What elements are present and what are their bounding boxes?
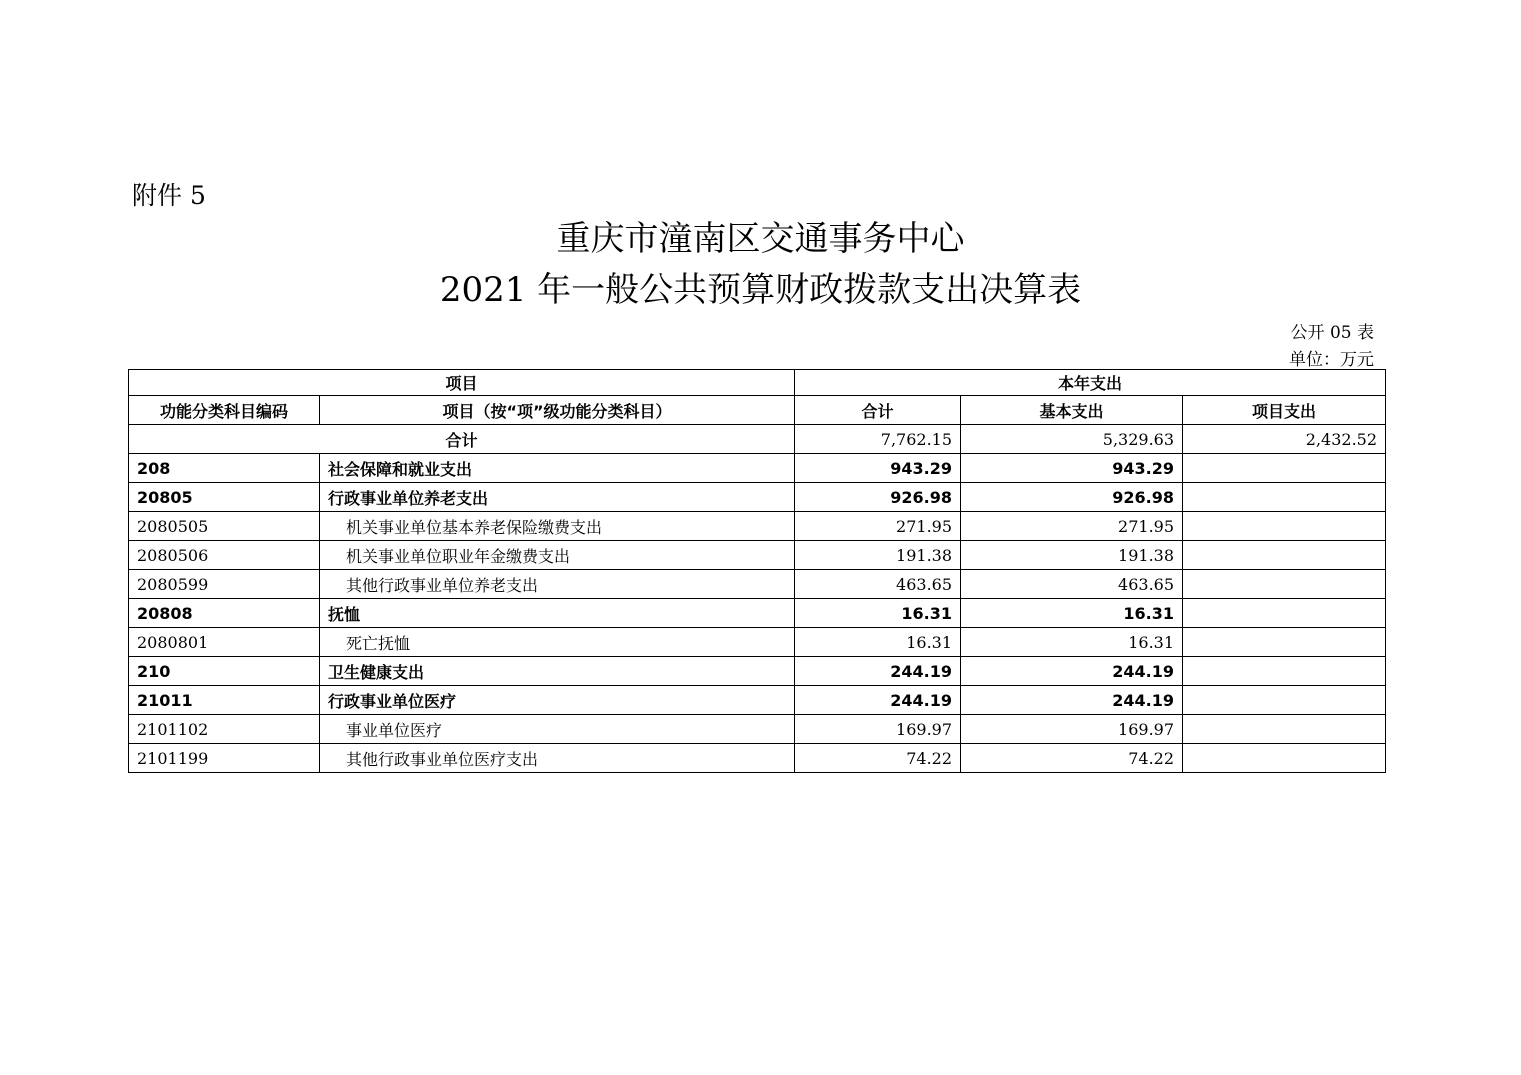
table-row bbox=[129, 599, 1386, 628]
row-basic: 244.19 bbox=[961, 686, 1183, 715]
row-item-name: 行政事业单位医疗 bbox=[320, 686, 795, 715]
table-row bbox=[129, 715, 1386, 744]
row-project bbox=[1183, 483, 1386, 512]
total-basic: 5,329.63 bbox=[961, 425, 1183, 454]
row-total: 463.65 bbox=[795, 570, 961, 599]
row-code: 2080801 bbox=[129, 628, 320, 657]
row-total: 926.98 bbox=[795, 483, 961, 512]
table-row bbox=[129, 454, 1386, 483]
row-code: 20808 bbox=[129, 599, 320, 628]
table-row bbox=[129, 483, 1386, 512]
row-total: 191.38 bbox=[795, 541, 961, 570]
row-total: 244.19 bbox=[795, 686, 961, 715]
row-basic: 271.95 bbox=[961, 512, 1183, 541]
row-total: 244.19 bbox=[795, 657, 961, 686]
row-item-name: 事业单位医疗 bbox=[320, 715, 795, 744]
row-code: 210 bbox=[129, 657, 320, 686]
total-label: 合计 bbox=[129, 425, 795, 454]
row-item-name: 卫生健康支出 bbox=[320, 657, 795, 686]
unit-label: 单位：万元 bbox=[1289, 350, 1374, 370]
row-code: 2101102 bbox=[129, 715, 320, 744]
table-row bbox=[129, 541, 1386, 570]
total-project: 2,432.52 bbox=[1183, 425, 1386, 454]
header-code: 功能分类科目编码 bbox=[129, 396, 320, 425]
row-basic: 191.38 bbox=[961, 541, 1183, 570]
row-basic: 169.97 bbox=[961, 715, 1183, 744]
row-code: 2080506 bbox=[129, 541, 320, 570]
row-code: 208 bbox=[129, 454, 320, 483]
row-total: 16.31 bbox=[795, 628, 961, 657]
row-basic: 463.65 bbox=[961, 570, 1183, 599]
table-number: 公开 05 表 bbox=[1290, 323, 1374, 343]
row-project bbox=[1183, 628, 1386, 657]
header-project-expense: 项目支出 bbox=[1183, 396, 1386, 425]
table-row bbox=[129, 570, 1386, 599]
total-row bbox=[129, 425, 1386, 454]
row-basic: 926.98 bbox=[961, 483, 1183, 512]
row-item-name: 死亡抚恤 bbox=[320, 628, 795, 657]
row-code: 20805 bbox=[129, 483, 320, 512]
table-row bbox=[129, 657, 1386, 686]
row-project bbox=[1183, 541, 1386, 570]
row-item-name: 机关事业单位职业年金缴费支出 bbox=[320, 541, 795, 570]
row-code: 2101199 bbox=[129, 744, 320, 773]
row-item-name: 抚恤 bbox=[320, 599, 795, 628]
row-project bbox=[1183, 686, 1386, 715]
header-project: 项目 bbox=[129, 370, 795, 396]
attachment-label: 附件 5 bbox=[132, 181, 206, 210]
row-code: 2080505 bbox=[129, 512, 320, 541]
row-item-name: 机关事业单位基本养老保险缴费支出 bbox=[320, 512, 795, 541]
row-total: 943.29 bbox=[795, 454, 961, 483]
row-project bbox=[1183, 599, 1386, 628]
total-amount: 7,762.15 bbox=[795, 425, 961, 454]
row-basic: 244.19 bbox=[961, 657, 1183, 686]
row-item-name: 社会保障和就业支出 bbox=[320, 454, 795, 483]
header-item: 项目（按“项”级功能分类科目） bbox=[320, 396, 795, 425]
row-basic: 16.31 bbox=[961, 628, 1183, 657]
row-project bbox=[1183, 744, 1386, 773]
page-title: 重庆市潼南区交通事务中心 bbox=[556, 219, 965, 259]
row-total: 74.22 bbox=[795, 744, 961, 773]
row-project bbox=[1183, 657, 1386, 686]
row-total: 271.95 bbox=[795, 512, 961, 541]
header-row-top bbox=[129, 370, 1386, 396]
row-project bbox=[1183, 715, 1386, 744]
table-row bbox=[129, 744, 1386, 773]
table-row bbox=[129, 512, 1386, 541]
row-project bbox=[1183, 454, 1386, 483]
header-total: 合计 bbox=[795, 396, 961, 425]
row-basic: 74.22 bbox=[961, 744, 1183, 773]
row-basic: 16.31 bbox=[961, 599, 1183, 628]
row-item-name: 行政事业单位养老支出 bbox=[320, 483, 795, 512]
header-current-year: 本年支出 bbox=[795, 370, 1386, 396]
budget-table bbox=[128, 369, 1386, 773]
row-item-name: 其他行政事业单位医疗支出 bbox=[320, 744, 795, 773]
row-code: 21011 bbox=[129, 686, 320, 715]
table-row bbox=[129, 686, 1386, 715]
header-basic: 基本支出 bbox=[961, 396, 1183, 425]
table-row bbox=[129, 628, 1386, 657]
page-subtitle: 2021 年一般公共预算财政拨款支出决算表 bbox=[439, 270, 1082, 310]
row-item-name: 其他行政事业单位养老支出 bbox=[320, 570, 795, 599]
row-project bbox=[1183, 570, 1386, 599]
row-total: 169.97 bbox=[795, 715, 961, 744]
row-total: 16.31 bbox=[795, 599, 961, 628]
row-project bbox=[1183, 512, 1386, 541]
row-code: 2080599 bbox=[129, 570, 320, 599]
row-basic: 943.29 bbox=[961, 454, 1183, 483]
header-row-columns bbox=[129, 396, 1386, 425]
